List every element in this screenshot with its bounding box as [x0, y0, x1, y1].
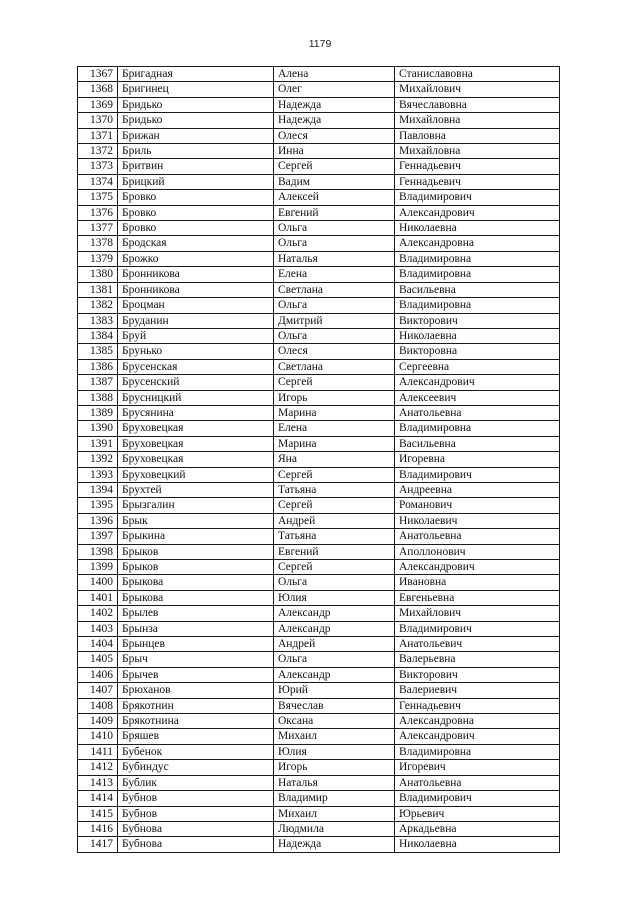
surname-cell: Брусенская: [118, 359, 274, 374]
first-name-cell: Владимир: [274, 791, 395, 806]
row-number-cell: 1411: [78, 744, 118, 759]
row-number-cell: 1404: [78, 637, 118, 652]
table-row: [78, 236, 560, 251]
table-row: [78, 683, 560, 698]
first-name-cell: Андрей: [274, 637, 395, 652]
first-name-cell: Оксана: [274, 714, 395, 729]
row-number-cell: 1374: [78, 174, 118, 189]
table-row: [78, 560, 560, 575]
row-number-cell: 1395: [78, 498, 118, 513]
first-name-cell: Алена: [274, 67, 395, 82]
row-number-cell: 1410: [78, 729, 118, 744]
patronymic-cell: Аркадьевна: [395, 821, 560, 836]
surname-cell: Броцман: [118, 298, 274, 313]
row-number-cell: 1367: [78, 67, 118, 82]
patronymic-cell: Васильевна: [395, 436, 560, 451]
table-row: [78, 267, 560, 282]
row-number-cell: 1389: [78, 405, 118, 420]
table-row: [78, 575, 560, 590]
patronymic-cell: Владимирович: [395, 467, 560, 482]
row-number-cell: 1408: [78, 698, 118, 713]
patronymic-cell: Андреевна: [395, 482, 560, 497]
table-row: [78, 513, 560, 528]
row-number-cell: 1414: [78, 791, 118, 806]
row-number-cell: 1386: [78, 359, 118, 374]
row-number-cell: 1390: [78, 421, 118, 436]
table-row: [78, 421, 560, 436]
patronymic-cell: Игоревич: [395, 760, 560, 775]
row-number-cell: 1372: [78, 144, 118, 159]
table-row: [78, 67, 560, 82]
surname-cell: Бридько: [118, 113, 274, 128]
surname-cell: Брякотнин: [118, 698, 274, 713]
patronymic-cell: Викторович: [395, 313, 560, 328]
first-name-cell: Олеся: [274, 128, 395, 143]
table-row: [78, 714, 560, 729]
row-number-cell: 1417: [78, 837, 118, 852]
row-number-cell: 1378: [78, 236, 118, 251]
patronymic-cell: Александровна: [395, 714, 560, 729]
surname-cell: Бубнова: [118, 837, 274, 852]
patronymic-cell: Игоревна: [395, 452, 560, 467]
table-row: [78, 806, 560, 821]
patronymic-cell: Николаевич: [395, 513, 560, 528]
table-row: [78, 405, 560, 420]
table-row: [78, 359, 560, 374]
first-name-cell: Дмитрий: [274, 313, 395, 328]
surname-cell: Бубнов: [118, 806, 274, 821]
surname-cell: Брынцев: [118, 637, 274, 652]
first-name-cell: Евгений: [274, 544, 395, 559]
row-number-cell: 1375: [78, 190, 118, 205]
table-row: [78, 590, 560, 605]
patronymic-cell: Викторович: [395, 667, 560, 682]
patronymic-cell: Аполлонович: [395, 544, 560, 559]
surname-cell: Брицкий: [118, 174, 274, 189]
first-name-cell: Елена: [274, 421, 395, 436]
row-number-cell: 1387: [78, 375, 118, 390]
row-number-cell: 1380: [78, 267, 118, 282]
surname-cell: Бруданин: [118, 313, 274, 328]
first-name-cell: Юрий: [274, 683, 395, 698]
first-name-cell: Юлия: [274, 590, 395, 605]
row-number-cell: 1379: [78, 251, 118, 266]
patronymic-cell: Александровна: [395, 236, 560, 251]
row-number-cell: 1388: [78, 390, 118, 405]
surname-cell: Брунько: [118, 344, 274, 359]
patronymic-cell: Владимировна: [395, 298, 560, 313]
surname-cell: Бубенок: [118, 744, 274, 759]
table-row: [78, 544, 560, 559]
first-name-cell: Михаил: [274, 806, 395, 821]
first-name-cell: Вячеслав: [274, 698, 395, 713]
surname-cell: Брыков: [118, 544, 274, 559]
surname-cell: Брычев: [118, 667, 274, 682]
table-row: [78, 190, 560, 205]
patronymic-cell: Валериевич: [395, 683, 560, 698]
patronymic-cell: Михайлович: [395, 82, 560, 97]
surname-cell: Бригадная: [118, 67, 274, 82]
surname-cell: Бубнов: [118, 791, 274, 806]
table-row: [78, 313, 560, 328]
patronymic-cell: Михайловна: [395, 113, 560, 128]
table-row: [78, 621, 560, 636]
first-name-cell: Яна: [274, 452, 395, 467]
patronymic-cell: Владимирович: [395, 190, 560, 205]
row-number-cell: 1416: [78, 821, 118, 836]
table-row: [78, 298, 560, 313]
row-number-cell: 1371: [78, 128, 118, 143]
row-number-cell: 1368: [78, 82, 118, 97]
patronymic-cell: Ивановна: [395, 575, 560, 590]
first-name-cell: Андрей: [274, 513, 395, 528]
patronymic-cell: Владимировна: [395, 744, 560, 759]
table-row: [78, 390, 560, 405]
table-row: [78, 452, 560, 467]
first-name-cell: Инна: [274, 144, 395, 159]
table-row: [78, 221, 560, 236]
row-number-cell: 1391: [78, 436, 118, 451]
surname-cell: Брынза: [118, 621, 274, 636]
row-number-cell: 1401: [78, 590, 118, 605]
patronymic-cell: Валерьевна: [395, 652, 560, 667]
table-row: [78, 82, 560, 97]
first-name-cell: Александр: [274, 621, 395, 636]
first-name-cell: Наталья: [274, 775, 395, 790]
first-name-cell: Надежда: [274, 113, 395, 128]
table-row: [78, 328, 560, 343]
patronymic-cell: Павловна: [395, 128, 560, 143]
row-number-cell: 1406: [78, 667, 118, 682]
patronymic-cell: Владимирович: [395, 791, 560, 806]
first-name-cell: Александр: [274, 667, 395, 682]
row-number-cell: 1396: [78, 513, 118, 528]
row-number-cell: 1415: [78, 806, 118, 821]
patronymic-cell: Владимирович: [395, 621, 560, 636]
patronymic-cell: Владимировна: [395, 251, 560, 266]
first-name-cell: Ольга: [274, 652, 395, 667]
surname-cell: Брыкова: [118, 590, 274, 605]
first-name-cell: Сергей: [274, 375, 395, 390]
first-name-cell: Елена: [274, 267, 395, 282]
row-number-cell: 1383: [78, 313, 118, 328]
table-row: [78, 760, 560, 775]
table-row: [78, 436, 560, 451]
first-name-cell: Светлана: [274, 282, 395, 297]
patronymic-cell: Николаевна: [395, 328, 560, 343]
patronymic-cell: Анатольевна: [395, 405, 560, 420]
row-number-cell: 1412: [78, 760, 118, 775]
roster-table: [77, 66, 560, 853]
patronymic-cell: Викторовна: [395, 344, 560, 359]
row-number-cell: 1385: [78, 344, 118, 359]
table-row: [78, 606, 560, 621]
first-name-cell: Ольга: [274, 328, 395, 343]
table-row: [78, 775, 560, 790]
table-row: [78, 282, 560, 297]
surname-cell: Бруховецкий: [118, 467, 274, 482]
first-name-cell: Сергей: [274, 560, 395, 575]
patronymic-cell: Юрьевич: [395, 806, 560, 821]
patronymic-cell: Сергеевна: [395, 359, 560, 374]
surname-cell: Брусенский: [118, 375, 274, 390]
surname-cell: Брюханов: [118, 683, 274, 698]
surname-cell: Брижан: [118, 128, 274, 143]
row-number-cell: 1382: [78, 298, 118, 313]
first-name-cell: Татьяна: [274, 529, 395, 544]
surname-cell: Брыков: [118, 560, 274, 575]
table-row: [78, 821, 560, 836]
patronymic-cell: Анатольевич: [395, 637, 560, 652]
patronymic-cell: Александрович: [395, 729, 560, 744]
surname-cell: Брякотнина: [118, 714, 274, 729]
table-row: [78, 698, 560, 713]
patronymic-cell: Евгеньевна: [395, 590, 560, 605]
first-name-cell: Ольга: [274, 236, 395, 251]
table-row: [78, 144, 560, 159]
surname-cell: Брусянина: [118, 405, 274, 420]
patronymic-cell: Васильевна: [395, 282, 560, 297]
surname-cell: Бровко: [118, 190, 274, 205]
row-number-cell: 1399: [78, 560, 118, 575]
patronymic-cell: Владимировна: [395, 421, 560, 436]
patronymic-cell: Александрович: [395, 205, 560, 220]
table-row: [78, 159, 560, 174]
first-name-cell: Надежда: [274, 837, 395, 852]
patronymic-cell: Алексеевич: [395, 390, 560, 405]
table-row: [78, 744, 560, 759]
surname-cell: Бригинец: [118, 82, 274, 97]
surname-cell: Бровко: [118, 205, 274, 220]
table-row: [78, 251, 560, 266]
row-number-cell: 1369: [78, 97, 118, 112]
page-number: 1179: [308, 38, 332, 50]
surname-cell: Бубнова: [118, 821, 274, 836]
first-name-cell: Александр: [274, 606, 395, 621]
table-row: [78, 498, 560, 513]
surname-cell: Бронникова: [118, 282, 274, 297]
surname-cell: Бродская: [118, 236, 274, 251]
surname-cell: Бублик: [118, 775, 274, 790]
roster-table-body: [78, 67, 560, 853]
patronymic-cell: Геннадьевич: [395, 159, 560, 174]
first-name-cell: Игорь: [274, 390, 395, 405]
surname-cell: Бруховецкая: [118, 421, 274, 436]
patronymic-cell: Романович: [395, 498, 560, 513]
patronymic-cell: Николаевна: [395, 221, 560, 236]
first-name-cell: Олег: [274, 82, 395, 97]
first-name-cell: Олеся: [274, 344, 395, 359]
surname-cell: Брыкова: [118, 575, 274, 590]
table-row: [78, 97, 560, 112]
surname-cell: Брык: [118, 513, 274, 528]
surname-cell: Бруховецкая: [118, 452, 274, 467]
row-number-cell: 1381: [78, 282, 118, 297]
table-row: [78, 128, 560, 143]
surname-cell: Брыч: [118, 652, 274, 667]
row-number-cell: 1400: [78, 575, 118, 590]
first-name-cell: Евгений: [274, 205, 395, 220]
surname-cell: Бровко: [118, 221, 274, 236]
row-number-cell: 1370: [78, 113, 118, 128]
surname-cell: Бруховецкая: [118, 436, 274, 451]
row-number-cell: 1402: [78, 606, 118, 621]
row-number-cell: 1393: [78, 467, 118, 482]
table-row: [78, 529, 560, 544]
table-row: [78, 837, 560, 852]
first-name-cell: Надежда: [274, 97, 395, 112]
surname-cell: Бруй: [118, 328, 274, 343]
table-row: [78, 174, 560, 189]
table-row: [78, 467, 560, 482]
first-name-cell: Ольга: [274, 298, 395, 313]
row-number-cell: 1403: [78, 621, 118, 636]
row-number-cell: 1398: [78, 544, 118, 559]
first-name-cell: Михаил: [274, 729, 395, 744]
table-row: [78, 113, 560, 128]
surname-cell: Бридько: [118, 97, 274, 112]
row-number-cell: 1392: [78, 452, 118, 467]
row-number-cell: 1405: [78, 652, 118, 667]
row-number-cell: 1397: [78, 529, 118, 544]
surname-cell: Бриль: [118, 144, 274, 159]
surname-cell: Брылев: [118, 606, 274, 621]
first-name-cell: Вадим: [274, 174, 395, 189]
first-name-cell: Марина: [274, 405, 395, 420]
row-number-cell: 1373: [78, 159, 118, 174]
first-name-cell: Людмила: [274, 821, 395, 836]
table-row: [78, 205, 560, 220]
patronymic-cell: Николаевна: [395, 837, 560, 852]
first-name-cell: Алексей: [274, 190, 395, 205]
first-name-cell: Сергей: [274, 467, 395, 482]
surname-cell: Брожко: [118, 251, 274, 266]
patronymic-cell: Геннадьевич: [395, 698, 560, 713]
first-name-cell: Ольга: [274, 221, 395, 236]
first-name-cell: Светлана: [274, 359, 395, 374]
surname-cell: Бронникова: [118, 267, 274, 282]
table-row: [78, 791, 560, 806]
row-number-cell: 1407: [78, 683, 118, 698]
row-number-cell: 1376: [78, 205, 118, 220]
row-number-cell: 1413: [78, 775, 118, 790]
patronymic-cell: Геннадьевич: [395, 174, 560, 189]
surname-cell: Брусницкий: [118, 390, 274, 405]
patronymic-cell: Анатольевна: [395, 529, 560, 544]
patronymic-cell: Александрович: [395, 560, 560, 575]
table-row: [78, 652, 560, 667]
surname-cell: Брызгалин: [118, 498, 274, 513]
row-number-cell: 1384: [78, 328, 118, 343]
patronymic-cell: Анатольевна: [395, 775, 560, 790]
surname-cell: Брыкина: [118, 529, 274, 544]
table-row: [78, 729, 560, 744]
surname-cell: Бряшев: [118, 729, 274, 744]
patronymic-cell: Вячеславовна: [395, 97, 560, 112]
first-name-cell: Игорь: [274, 760, 395, 775]
table-row: [78, 667, 560, 682]
patronymic-cell: Михайловна: [395, 144, 560, 159]
table-row: [78, 637, 560, 652]
row-number-cell: 1377: [78, 221, 118, 236]
first-name-cell: Марина: [274, 436, 395, 451]
first-name-cell: Ольга: [274, 575, 395, 590]
surname-cell: Брухтей: [118, 482, 274, 497]
first-name-cell: Наталья: [274, 251, 395, 266]
row-number-cell: 1409: [78, 714, 118, 729]
first-name-cell: Сергей: [274, 159, 395, 174]
surname-cell: Бритвин: [118, 159, 274, 174]
table-row: [78, 375, 560, 390]
first-name-cell: Татьяна: [274, 482, 395, 497]
surname-cell: Бубиндус: [118, 760, 274, 775]
table-row: [78, 344, 560, 359]
row-number-cell: 1394: [78, 482, 118, 497]
patronymic-cell: Владимировна: [395, 267, 560, 282]
patronymic-cell: Станиславовна: [395, 67, 560, 82]
table-row: [78, 482, 560, 497]
first-name-cell: Юлия: [274, 744, 395, 759]
patronymic-cell: Александрович: [395, 375, 560, 390]
first-name-cell: Сергей: [274, 498, 395, 513]
patronymic-cell: Михайлович: [395, 606, 560, 621]
